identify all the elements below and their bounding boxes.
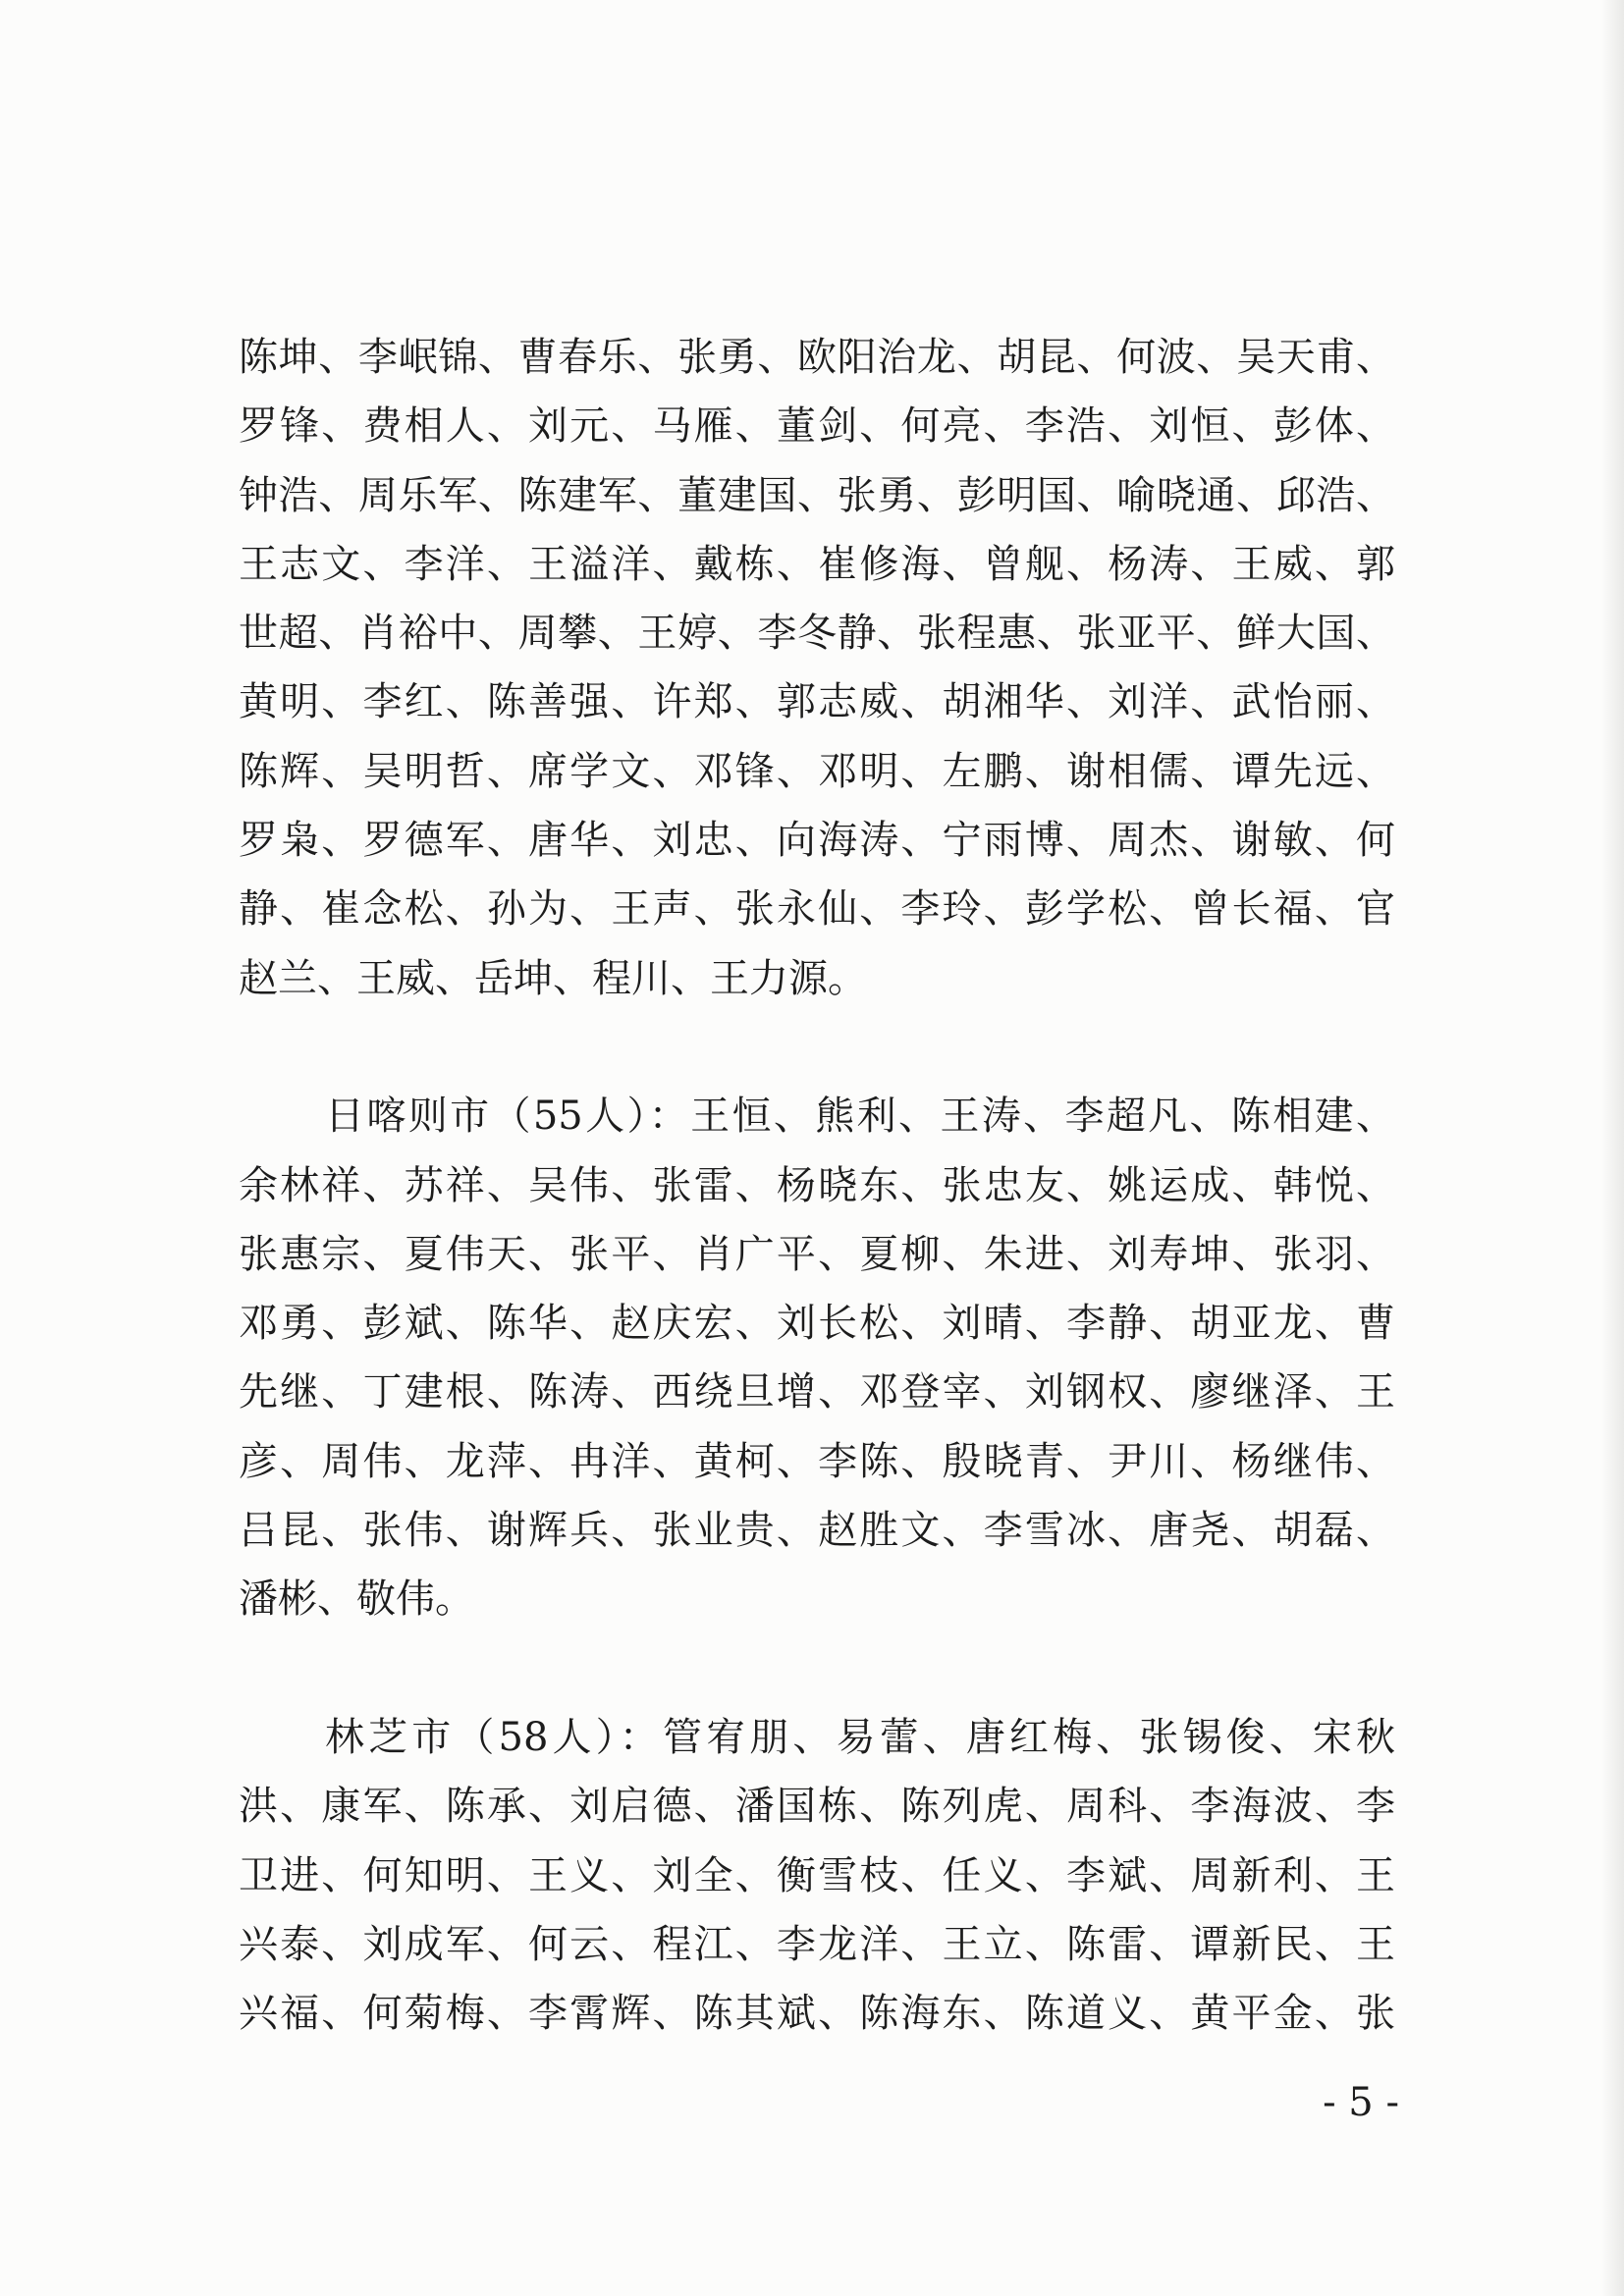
paragraph-line: 洪、康军、陈承、刘启德、潘国栋、陈列虎、周科、李海波、李 (239, 1784, 1395, 1830)
paragraph-line: 兴福、何菊梅、李霄辉、陈其斌、陈海东、陈道义、黄平金、张 (239, 1991, 1395, 2037)
name-list: 管宥朋、易蕾、唐红梅、张锡俊、宋秋 (662, 1714, 1395, 1760)
name-list: 王恒、熊利、王涛、李超凡、陈相建、 (690, 1094, 1395, 1140)
paragraph-line: 世超、肖裕中、周攀、王婷、李冬静、张程惠、张亚平、鲜大国、 (239, 611, 1395, 657)
document-body (239, 323, 1395, 2048)
paragraph-line: 邓勇、彭斌、陈华、赵庆宏、刘长松、刘晴、李静、胡亚龙、曹 (239, 1301, 1395, 1347)
paragraph-line: 陈辉、吴明哲、席学文、邓锋、邓明、左鹏、谢相儒、谭先远、 (239, 748, 1395, 794)
paragraph-line: 卫进、何知明、王义、刘全、衡雪枝、任义、李斌、周新利、王 (239, 1852, 1395, 1898)
paragraph-line: 静、崔念松、孙为、王声、张永仙、李玲、彭学松、曾长福、官 (239, 886, 1395, 933)
page-number: - 5 - (1323, 2080, 1399, 2125)
paragraph-nyingchi-list (239, 1703, 1395, 2048)
paragraph-line: 潘彬、敬伟。 (239, 1576, 474, 1623)
paragraph-line: 陈坤、李岷锦、曹春乐、张勇、欧阳治龙、胡昆、何波、吴天甫、 (239, 335, 1395, 380)
paragraph-shigatse-list (239, 1082, 1395, 1633)
paragraph-name-list-continued (239, 323, 1395, 1013)
paragraph-line (239, 1082, 1395, 1150)
paragraph-line: 彦、周伟、龙萍、冉洋、黄柯、李陈、殷晓青、尹川、杨继伟、 (239, 1438, 1395, 1484)
paragraph-line (239, 1703, 1395, 1772)
paragraph-line: 钟浩、周乐军、陈建军、董建国、张勇、彭明国、喻晓通、邱浩、 (239, 472, 1395, 518)
paragraph-line: 罗锋、费相人、刘元、马雁、董剑、何亮、李浩、刘恒、彭体、 (239, 403, 1395, 450)
paragraph-line: 罗枭、罗德军、唐华、刘忠、向海涛、宁雨博、周杰、谢敏、何 (239, 818, 1395, 864)
paragraph-line: 余林祥、苏祥、吴伟、张雷、杨晓东、张忠友、姚运成、韩悦、 (239, 1162, 1395, 1208)
paragraph-line: 赵兰、王威、岳坤、程川、王力源。 (239, 955, 867, 1001)
paragraph-line: 张惠宗、夏伟天、张平、肖广平、夏柳、朱进、刘寿坤、张羽、 (239, 1231, 1395, 1277)
paragraph-line: 王志文、李洋、王溢洋、戴栋、崔修海、曾舰、杨涛、王威、郭 (239, 541, 1395, 587)
paragraph-line: 黄明、李红、陈善强、许郑、郭志威、胡湘华、刘洋、武怡丽、 (239, 679, 1395, 725)
paragraph-line: 吕昆、张伟、谢辉兵、张业贵、赵胜文、李雪冰、唐尧、胡磊、 (239, 1508, 1395, 1554)
paragraph-line: 兴泰、刘成军、何云、程江、李龙洋、王立、陈雷、谭新民、王 (239, 1921, 1395, 1967)
region-heading: 日喀则市（55人）： (325, 1094, 691, 1140)
region-heading: 林芝市（58人）： (325, 1714, 663, 1760)
paragraph-line: 先继、丁建根、陈涛、西绕旦增、邓登宰、刘钢权、廖继泽、王 (239, 1369, 1395, 1415)
